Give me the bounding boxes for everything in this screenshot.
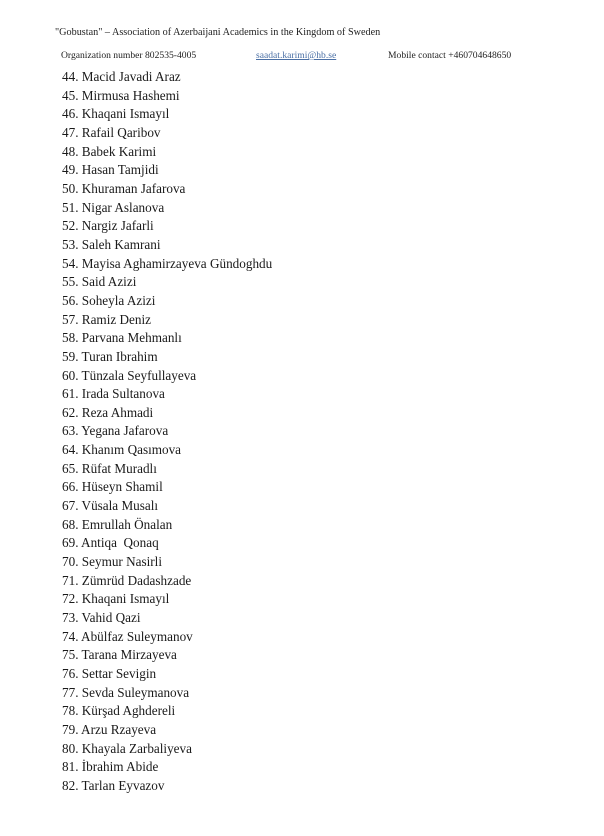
member-list-item: 80. Khayala Zarbaliyeva <box>62 740 192 756</box>
mobile-contact: Mobile contact +460704648650 <box>388 50 512 61</box>
member-list-item: 63. Yegana Jafarova <box>62 423 169 439</box>
member-list-item: 70. Seymur Nasirli <box>62 554 162 570</box>
member-list-item: 54. Mayisa Aghamirzayeva Gündoghdu <box>62 255 273 271</box>
member-list-item: 53. Saleh Kamrani <box>62 236 161 252</box>
member-list-item: 76. Settar Sevigin <box>62 666 157 681</box>
member-list-item: 60. Tünzala Seyfullayeva <box>62 367 197 383</box>
member-list-item: 49. Hasan Tamjidi <box>62 162 159 178</box>
member-list-item: 69. Antiqa Qonaq <box>62 535 159 551</box>
member-list-item: 64. Khanım Qasımova <box>62 442 182 458</box>
member-list <box>62 68 272 796</box>
member-list-item: 48. Babek Karimi <box>62 143 157 159</box>
member-list-item: 71. Zümrüd Dadashzade <box>62 572 192 588</box>
document-header-title: "Gobustan" – Association of Azerbaijani Academics in the Kingdom of Sweden <box>55 27 381 38</box>
member-list-item: 79. Arzu Rzayeva <box>62 721 157 737</box>
member-list-item: 58. Parvana Mehmanlı <box>62 330 182 346</box>
member-list-item: 66. Hüseyn Shamil <box>62 479 163 495</box>
member-list-item: 52. Nargiz Jafarli <box>62 218 154 234</box>
member-list-item: 61. Irada Sultanova <box>62 386 165 402</box>
member-list-item: 75. Tarana Mirzayeva <box>62 647 177 663</box>
member-list-item: 78. Kürşad Aghdereli <box>62 703 176 719</box>
member-list-item: 62. Reza Ahmadi <box>62 404 154 420</box>
member-list-item: 55. Said Azizi <box>62 274 137 290</box>
member-list-item: 46. Khaqani Ismayıl <box>62 106 170 122</box>
member-list-item: 44. Macid Javadi Araz <box>62 69 181 84</box>
email-link[interactable]: saadat.karimi@hb.se <box>256 50 337 61</box>
member-list-item: 77. Sevda Suleymanova <box>62 684 190 700</box>
member-list-item: 65. Rüfat Muradlı <box>62 460 157 476</box>
member-list-item: 68. Emrullah Önalan <box>62 516 173 532</box>
member-list-item: 51. Nigar Aslanova <box>62 199 165 215</box>
member-list-item: 47. Rafail Qaribov <box>62 124 161 140</box>
member-list-item: 59. Turan Ibrahim <box>62 348 158 364</box>
member-list-item: 82. Tarlan Eyvazov <box>62 777 165 793</box>
member-list-item: 81. İbrahim Abide <box>62 759 159 775</box>
header-contact-line <box>0 50 604 64</box>
member-list-item: 50. Khuraman Jafarova <box>62 180 186 196</box>
organization-number: Organization number 802535-4005 <box>61 50 197 61</box>
member-list-item: 73. Vahid Qazi <box>62 610 141 626</box>
member-list-item: 72. Khaqani Ismayıl <box>62 591 170 607</box>
member-list-item: 57. Ramiz Deniz <box>62 311 151 327</box>
member-list-item: 74. Abülfaz Suleymanov <box>62 628 193 644</box>
member-list-item: 67. Vüsala Musalı <box>62 498 159 514</box>
member-list-item: 56. Soheyla Azizi <box>62 292 156 308</box>
member-list-item: 45. Mirmusa Hashemi <box>62 87 180 103</box>
